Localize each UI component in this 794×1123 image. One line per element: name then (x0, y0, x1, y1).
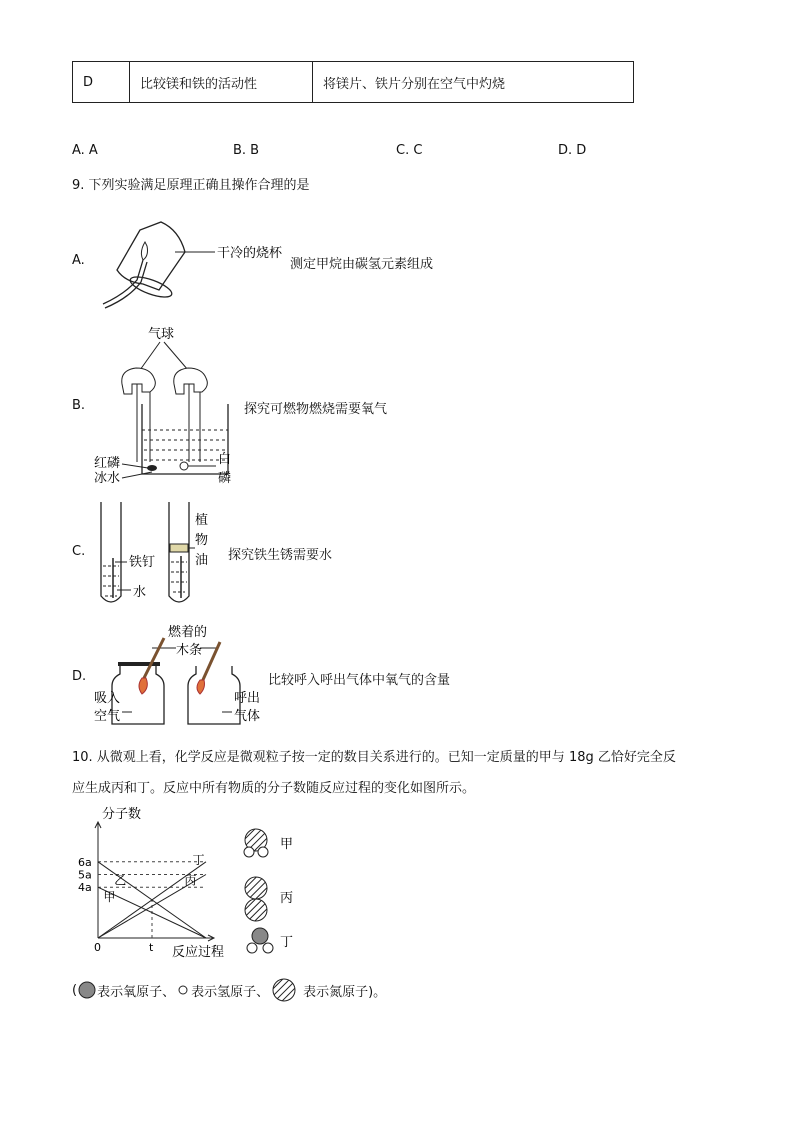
hydrogen-atom-icon (247, 943, 257, 953)
burning-stick-label-2: 木条 (176, 643, 203, 658)
chart-y-tick: 5a (78, 868, 92, 882)
nitrogen-atom-icon (269, 978, 299, 1002)
ice-water-label: 冰水 (94, 471, 121, 486)
chart-x-tick: 0 (94, 941, 101, 954)
balloon-right (174, 368, 208, 394)
chart-series-label: 丙 (184, 873, 197, 888)
chart-series-label: 乙 (114, 873, 127, 888)
oil-layer (170, 544, 188, 552)
inhale-label-2: 空气 (94, 709, 121, 724)
bottle-right (188, 666, 240, 724)
flame-icon (141, 242, 147, 260)
table-row (73, 62, 634, 103)
chart-x-label: 反应过程 (172, 945, 225, 960)
chart-series-label: 丁 (192, 852, 205, 867)
exhale-label-2: 气体 (234, 709, 261, 724)
table-cell-option: D (73, 62, 130, 103)
oil-label-3: 油 (195, 553, 209, 568)
red-phosphorus (147, 465, 157, 471)
choice-c[interactable]: C. C (396, 143, 423, 158)
q9-option-c-label[interactable]: C. (72, 544, 86, 559)
nail-label: 铁钉 (129, 555, 156, 570)
note-hydrogen: 表示氢原子、 (191, 984, 270, 1000)
test-tube-left (101, 502, 121, 602)
nitrogen-atom-icon (245, 899, 267, 921)
chart-x-tick: t (149, 941, 154, 954)
nitrogen-atom-icon (245, 877, 267, 899)
balloon-left (122, 368, 156, 394)
choice-d[interactable]: D. D (558, 143, 587, 158)
burning-stick-label-1: 燃着的 (168, 625, 208, 640)
choice-b[interactable]: B. B (233, 143, 260, 158)
q10-stem-line-1: 10. 从微观上看，化学反应是微观粒子按一定的数目关系进行的。已知一定质量的甲与 18g 乙恰好完全反 (72, 750, 676, 765)
table-cell-purpose: 比较镁和铁的活动性 (130, 62, 313, 103)
q10-stem-line-2: 应生成丙和丁。反应中所有物质的分子数随反应过程的变化如图所示。 (72, 781, 476, 796)
exhale-label-1: 呼出 (234, 691, 261, 706)
breath-gas-figure (92, 620, 272, 730)
hydrogen-atom-icon (175, 982, 191, 998)
note-nitrogen: 表示氮原子)。 (303, 984, 387, 1000)
oxygen-atom-icon (77, 980, 97, 1000)
q9-option-a-label[interactable]: A. (72, 253, 85, 268)
balloon-label: 气球 (148, 327, 175, 342)
q9-stem: 9. 下列实验满足原理正确且操作合理的是 (72, 178, 310, 193)
wooden-stick-left (144, 638, 164, 678)
chart-y-tick: 6a (78, 855, 92, 869)
white-phosphorus-label-1: 白 (218, 452, 232, 467)
note-open-paren: ( (72, 982, 78, 998)
q9-option-d-desc: 比较呼入呼出气体中氧气的含量 (268, 673, 451, 688)
white-phosphorus-label-2: 磷 (218, 471, 232, 486)
molecule-legend (240, 822, 310, 957)
iron-rust-figure (95, 500, 225, 610)
chart-y-label: 分子数 (102, 807, 142, 822)
flame-icon (197, 680, 205, 694)
legend-ding: 丁 (280, 935, 294, 950)
phosphorus-beaker-figure (92, 322, 242, 487)
hydrogen-atom-icon (263, 943, 273, 953)
q9-option-b-label[interactable]: B. (72, 398, 86, 413)
q9-option-d-label[interactable]: D. (72, 669, 87, 684)
note-oxygen: 表示氧原子、 (97, 984, 176, 1000)
beaker-label: 干冷的烧杯 (217, 246, 283, 261)
water-label: 水 (133, 585, 147, 600)
legend-jia: 甲 (280, 837, 294, 852)
table-cell-method: 将镁片、铁片分别在空气中灼烧 (313, 62, 634, 103)
inhale-label-1: 吸入 (94, 691, 121, 706)
oil-label-1: 植 (195, 513, 209, 528)
white-phosphorus (180, 462, 188, 470)
hydrogen-atom-icon (244, 847, 254, 857)
legend-bing: 丙 (280, 891, 294, 906)
hydrogen-atom-icon (258, 847, 268, 857)
choice-a[interactable]: A. A (72, 143, 98, 158)
gas-tube (103, 260, 143, 304)
beaker-over-flame-figure (95, 212, 305, 312)
q9-option-a-desc: 测定甲烷由碳氢元素组成 (290, 257, 434, 272)
chart-series-label: 甲 (103, 890, 116, 905)
atom-legend-note (72, 978, 386, 1002)
flame-icon (139, 678, 147, 694)
red-phosphorus-label: 红磷 (94, 456, 121, 471)
option-table (72, 61, 634, 103)
q9-option-b-desc: 探究可燃物燃烧需要氧气 (244, 402, 388, 417)
glass-plate-left (118, 662, 160, 666)
chart-y-tick: 4a (78, 881, 92, 895)
oil-label-2: 物 (195, 533, 209, 548)
molecule-count-chart (76, 800, 241, 960)
q9-option-c-desc: 探究铁生锈需要水 (228, 548, 333, 563)
oxygen-atom-icon (252, 928, 268, 944)
